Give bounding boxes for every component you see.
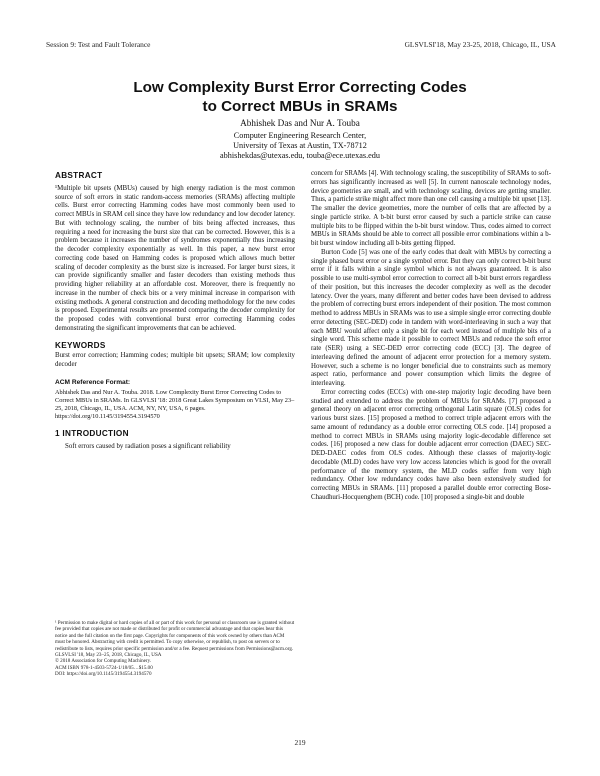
affiliation-line-1: Computer Engineering Research Center, — [233, 131, 367, 140]
abstract-heading: ABSTRACT — [55, 171, 103, 180]
affiliation-line-2: University of Texas at Austin, TX-78712 — [233, 141, 367, 151]
running-header-conference: GLSVLSI'18, May 23-25, 2018, Chicago, IL, USA — [404, 40, 556, 49]
permission-notice: ¹ Permission to make digital or hard copies of all or part of this work for personal or classroom use is granted without fee provided that copies are not made or distributed for profit or commercial advantage and that copies bear this notice and the full citation on the first page. Copyrights for components of this work owned by others than ACM must be honored. Abstracting with credit is permitted. To copy otherwise, or republish, to post on servers or to redistribute to lists, requires prior specific permission and/or a fee. Request permissions from Permissions@acm.org. — [55, 620, 295, 652]
acm-ref-heading: ACM Reference Format: — [55, 378, 131, 386]
footnote-conference: GLSVLSI '18, May 23–25, 2018, Chicago, IL, USA — [55, 652, 162, 659]
right-column — [311, 170, 551, 503]
body-paragraph-2: Burton Code [5] was one of the early codes that dealt with MBUs by correcting a single phased burst error or a single symbol error. But they can only correct b-bit burst error if it falls within a single symbol which is not always guaranteed. It is also possible to use multi-symbol error correction to correct all b-bit burst errors regardless of their position, but this increases the decoder complexity as well as the decoder latency. Over the years, many different and better codes have been devised to address the problem of correcting burst errors independent of their position. The most common method to address MBUs in SRAMs was to use a simple single error correcting double error detecting (SEC-DED) code in tandem with word-interleaving in such a way that each MBU would affect only a single bit for each word instead of multiple bits of a single word. This scheme made it possible to correct MBUs and reduce the soft error rate (SER) using a SEC-DED error correcting code (ECC) [3]. The degree of interleaving defined the amount of adjacent error protection for a memory system. However, such a scheme is no longer beneficial due to constraints such as memory aspect ratio, performance and power consumption which limits the degree of interleaving. — [311, 248, 551, 387]
footnote-doi: DOI: https://doi.org/10.1145/3194554.3194570 — [55, 671, 152, 678]
footnote-isbn: ACM ISBN 978-1-4503-5724-1/18/05…$15.00 — [55, 664, 153, 671]
introduction-heading: 1 INTRODUCTION — [55, 428, 129, 438]
left-column — [55, 172, 295, 451]
title-line-1: Low Complexity Burst Error Correcting Codes — [133, 79, 467, 96]
title-line-2: to Correct MBUs in SRAMs — [202, 98, 398, 115]
affiliation — [0, 131, 600, 162]
copyright-footnote — [55, 620, 295, 678]
abstract-text: ¹Multiple bit upsets (MBUs) caused by high energy radiation is the most common source of soft errors in static random-access memories (SRAMs) affecting multiple cells. Burst error correcting Hamming codes have most commonly been used to correct MBUs in SRAM cell since they have low redundancy and low decoder latency. But with technology scaling, the number of bits being affected increases, thus requiring a need for increasing the burst size that can be corrected. However, this is a problem because it increases the number of syndromes exponentially thus increasing the decoder complexity exponentially as well. In this paper, a new burst error correcting code based on Hamming codes is proposed which allows much better scaling of decoder complexity as the burst size is increased. For larger burst sizes, it can provide significantly smaller and faster decoders than existing methods thus providing higher reliability at an affordable cost. Moreover, there is frequently no increase in the number of check bits or a very minimal increase in comparison with existing methods. A general construction and decoding methodology for the new codes is proposed. Experimental results are presented comparing the decoder complexity for the proposed codes with conventional burst error correcting Hamming codes demonstrating the significant improvements that can be achieved. — [55, 184, 295, 332]
page-number: 219 — [294, 738, 306, 747]
keywords-text: Burst error correction; Hamming codes; multiple bit upsets; SRAM; low complexity decoder — [55, 352, 295, 368]
introduction-text: Soft errors caused by radiation poses a significant reliability — [65, 442, 231, 450]
paper-title — [0, 78, 600, 116]
body-paragraph-1: concern for SRAMs [4]. With technology scaling, the susceptibility of SRAMs to soft-errors has significantly increased as well [5]. In current nanoscale technology nodes, device geometries are small, and with technology scaling, devices are getting smaller. Thus, a particle strike might affect more than one cell causing a multiple bit upset [13]. The smaller the device geometries, more the number of cells that are affected by a single particle strike. A b-bit burst error caused by such a particle strike can cause multiple bits to be flipped within the b-bit burst window. Thus, codes aimed to correct MBUs in SRAMs should be able to correct all possible error combinations within a b-bit burst window including all b-bits getting flipped. — [311, 170, 552, 247]
authors: Abhishek Das and Nur A. Touba — [240, 118, 360, 128]
running-header-session: Session 9: Test and Fault Tolerance — [46, 40, 151, 49]
footnote-copyright: © 2018 Association for Computing Machinery. — [55, 658, 152, 665]
keywords-heading: KEYWORDS — [55, 340, 106, 350]
acm-ref-text: Abhishek Das and Nur A. Touba. 2018. Low Complexity Burst Error Correcting Codes to Correct MBUs in SRAMs. In GLSVLSI '18: 2018 Great Lakes Symposium on VLSI, May 23–25, 2018, Chicago, IL, USA. ACM, NY, NY, USA, 6 pages. https://doi.org/10.1145/3194554.3194570 — [55, 388, 295, 420]
body-paragraph-3: Error correcting codes (ECCs) with one-step majority logic decoding have been studied and extended to address the problem of MBUs for SRAMs. [7] proposed a general theory on adjacent error correcting orthogonal Latin square (OLS) codes for various burst sizes. [15] proposed a method to correct triple adjacent errors with the same amount of redundancy as a double error correcting OLS code. [14] proposed a method to correct MBUs in SRAMs using majority logic-decodable difference set codes. [16] proposed a new class for double adjacent error correction (DAEC) SEC-DED-DAEC codes from OLS codes. Although these classes of majority-logic decodable (MLD) codes have very low access latencies which is good for the overall performance of the memory system, the MLD codes suffer from very high redundancy. Other low redundancy codes have also been extensively studied for correcting MBUs in SRAMs. [11] proposed a parallel double error correcting Bose-Chaudhuri-Hocquenghem (BCH) code. [10] proposed a single-bit and double — [311, 388, 551, 501]
affiliation-emails: abhishekdas@utexas.edu, touba@ece.utexas.edu — [220, 151, 380, 161]
